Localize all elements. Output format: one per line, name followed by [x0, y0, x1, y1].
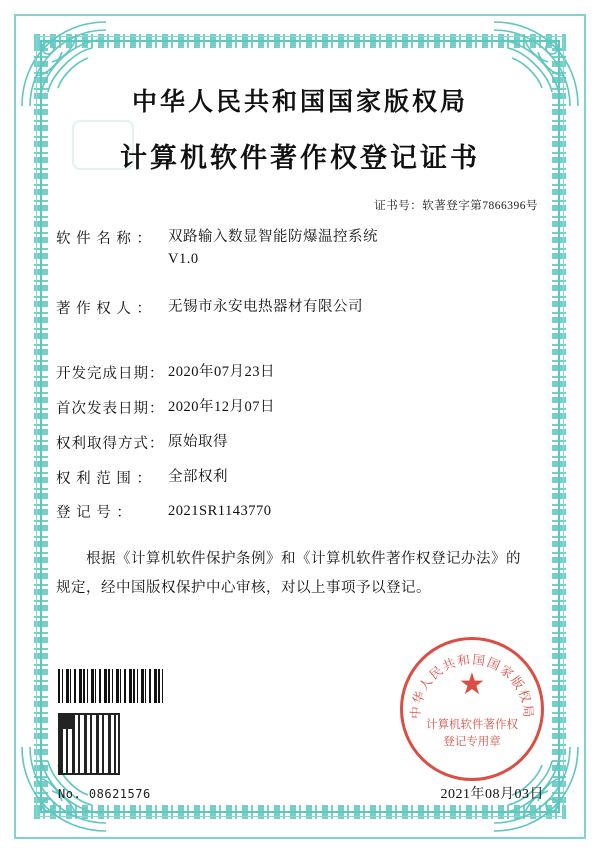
seal-line-2: 登记专用章: [443, 734, 501, 749]
field-row-registration-number: [56, 501, 544, 523]
field-label: 权 利 范 围 ：: [56, 470, 152, 487]
page-title: 计算机软件著作权登记证书: [120, 143, 480, 174]
field-label: 开发完成日期：: [56, 366, 165, 383]
field-label: 权利取得方式：: [56, 435, 165, 452]
field-row-copyright-owner: [56, 297, 544, 319]
field-value: 2021SR1143770: [168, 503, 272, 520]
field-row-rights-scope: [56, 467, 544, 489]
seal-lines: [403, 716, 541, 751]
field-value: 原始取得: [168, 433, 228, 450]
serial-number: No. 08621576: [58, 787, 151, 801]
seal-arc-text: [403, 640, 541, 778]
field-value: 2020年12月07日: [168, 399, 275, 415]
field-label: 首次发表日期：: [56, 401, 165, 417]
certificate-number-value: 软著登字第7866396号: [422, 200, 538, 212]
official-seal: [400, 637, 544, 781]
field-row-acquisition-method: [56, 432, 544, 454]
field-row-development-date: [56, 362, 544, 384]
field-row-first-publish-date: [56, 397, 544, 419]
certificate-number: [56, 197, 544, 213]
field-value-line2: V1.0: [168, 250, 199, 267]
star-icon: ★: [458, 668, 486, 701]
svg-text:中华人民共和国国家版权局: 中华人民共和国国家版权局: [407, 651, 537, 720]
field-label: 登 记 号 ：: [56, 505, 132, 522]
certificate-number-label: 证书号：: [374, 200, 423, 212]
field-value-line1: 双路输入数显智能防爆温控系统: [168, 229, 378, 245]
statement-line-2: 规定，经中国版权保护中心审核，对以上事项予以登记。: [56, 580, 431, 596]
field-value: 全部权利: [168, 468, 228, 485]
seal-line-1: 计算机软件著作权: [426, 717, 518, 731]
spacer: [56, 344, 544, 362]
issue-date: 2021年08月03日: [440, 787, 544, 802]
field-value: 无锡市永安电热器材有限公司: [168, 298, 363, 315]
field-label: 著 作 权 人 ：: [56, 300, 152, 317]
qr-code-image: [58, 713, 120, 775]
field-value: [168, 227, 544, 271]
field-value: 2020年07月23日: [168, 364, 275, 381]
code-block: [58, 669, 166, 775]
legal-statement: [56, 545, 544, 603]
field-list: [56, 227, 544, 523]
barcode-image: [58, 669, 166, 703]
issuer-title: 中华人民共和国国家版权局: [131, 87, 468, 116]
title-block: [56, 56, 544, 175]
field-row-software-name: [56, 227, 544, 271]
field-label: 软 件 名 称 ：: [56, 231, 152, 247]
statement-line-1: 根据《计算机软件保护条例》和《计算机软件著作权登记办法》的: [86, 551, 521, 567]
